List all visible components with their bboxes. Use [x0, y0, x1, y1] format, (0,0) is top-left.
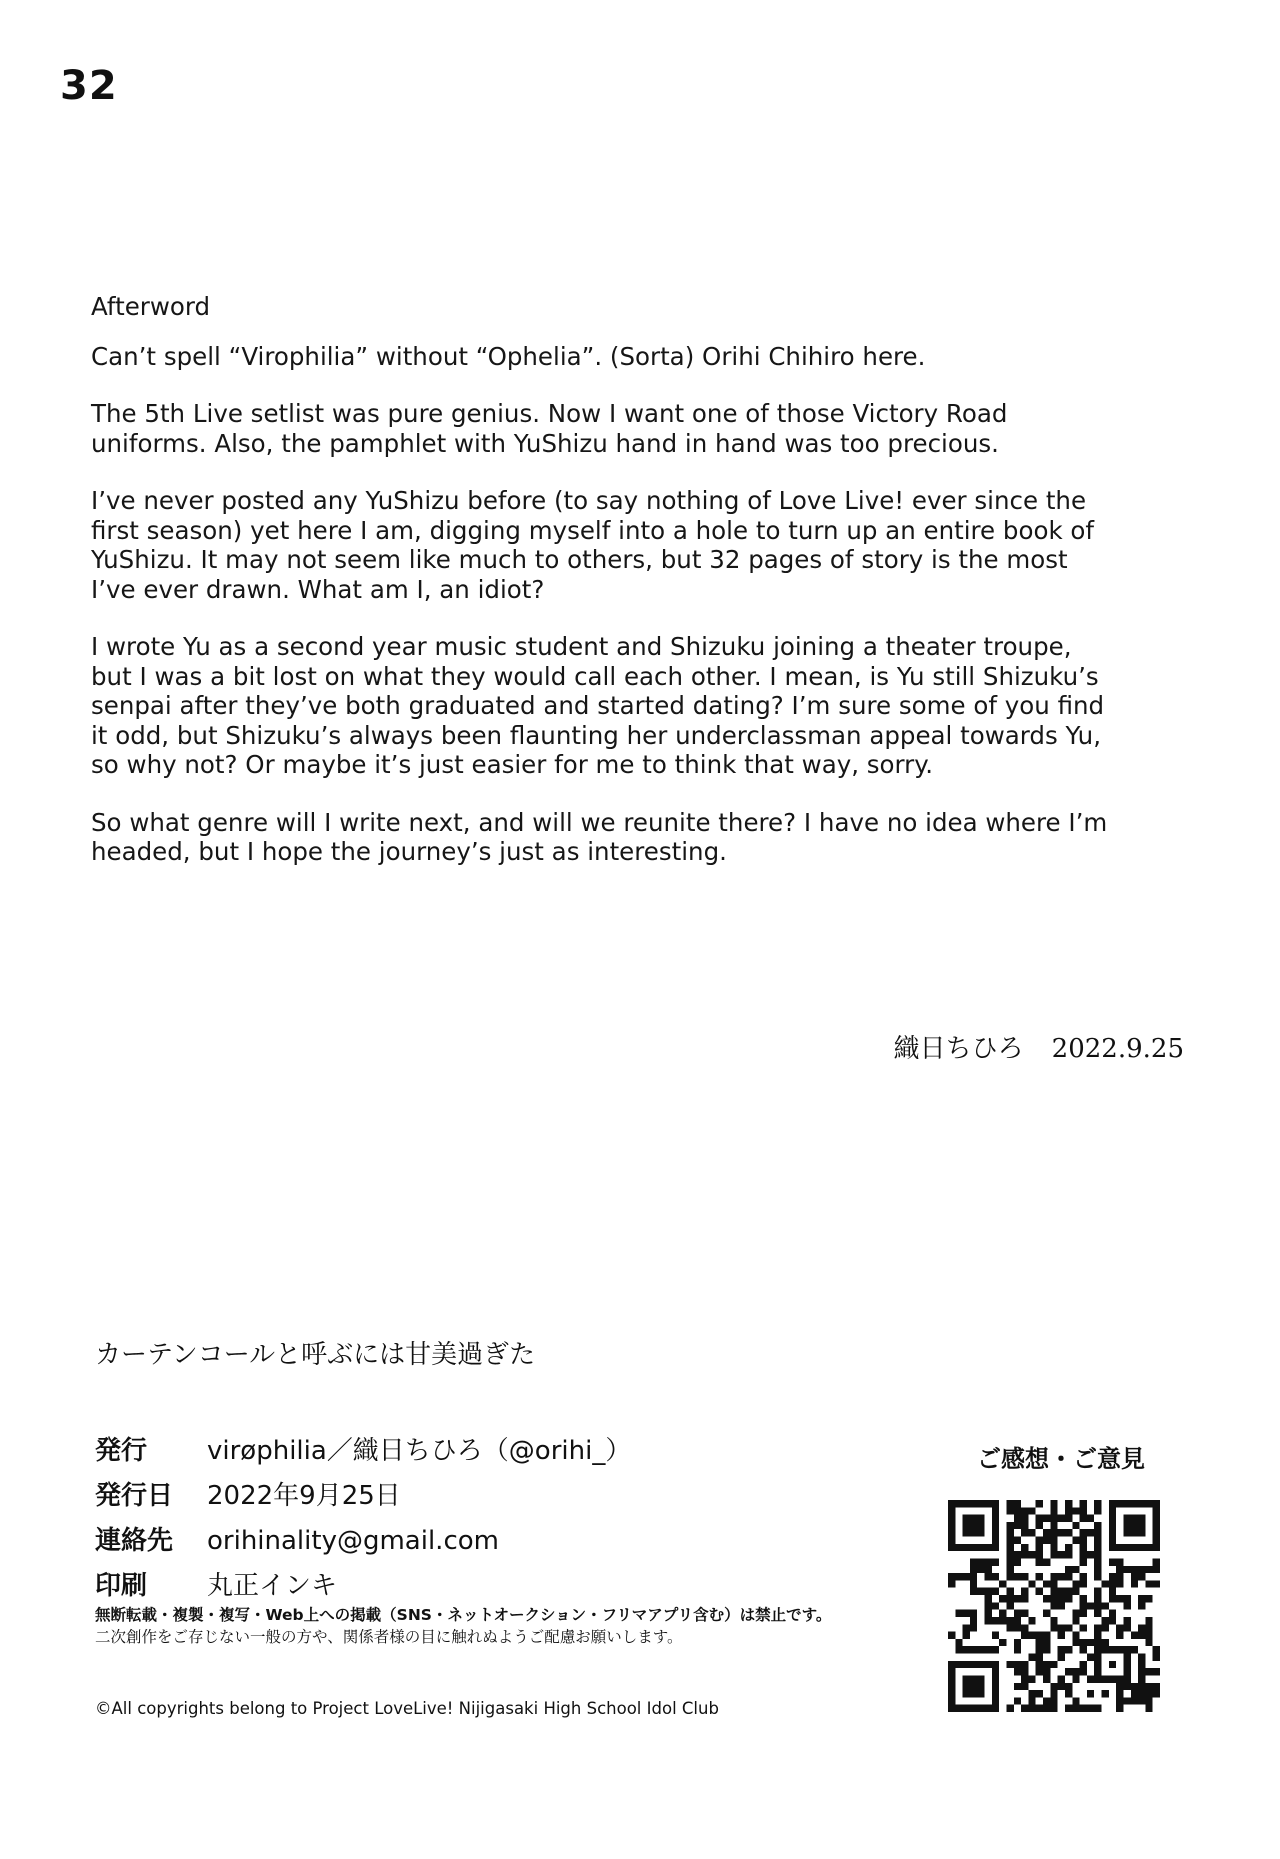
text-line: first season) yet here I am, digging myself into a hole to turn up an entire book of [91, 515, 1095, 545]
signature [894, 1036, 1184, 1062]
qr-code-icon[interactable] [948, 1500, 1160, 1712]
page-number: 32 [60, 63, 118, 109]
text-line: uniforms. Also, the pamphlet with YuShizu hand in hand was too precious. [91, 428, 999, 458]
text-line: So what genre will I write next, and will we reunite there? I have no idea where I’m [91, 807, 1108, 837]
colophon-row-publisher [95, 1430, 631, 1475]
colophon-label: 印刷 [95, 1571, 148, 1601]
qr-label: ご感想・ご意見 [977, 1445, 1145, 1473]
signature-author: 織日ちひろ [893, 1034, 1024, 1064]
colophon-label: 発行 [95, 1436, 148, 1466]
colophon-table [95, 1430, 631, 1610]
colophon-label: 連絡先 [95, 1526, 174, 1556]
text-line: I’ve ever drawn. What am I, an idiot? [91, 574, 545, 604]
text-line: it odd, but Shizuku’s always been flaunting her underclassman appeal towards Yu, [91, 720, 1101, 750]
colophon-value: virøphilia／織日ちひろ（@orihi_） [207, 1436, 632, 1466]
text-line: I wrote Yu as a second year music student and Shizuku joining a theater troupe, [91, 632, 1072, 661]
notices [95, 1604, 831, 1648]
text-line: The 5th Live setlist was pure genius. Now I want one of those Victory Road [91, 399, 1008, 428]
text-line: so why not? Or maybe it’s just easier for me to think that way, sorry. [91, 750, 934, 779]
afterword-paragraph [91, 399, 1211, 458]
afterword-paragraph [91, 342, 1211, 372]
notice-line: 二次創作をご存じない一般の方や、関係者様の目に触れぬようご配慮お願いします。 [95, 1628, 683, 1646]
text-line: senpai after they’ve both graduated and started dating? I’m sure some of you find [91, 691, 1105, 720]
afterword-paragraph [91, 486, 1211, 604]
text-line: Can’t spell “Virophilia” without “Ophelia”. (Sorta) Orihi Chihiro here. [91, 341, 926, 371]
colophon-label: 発行日 [95, 1481, 174, 1511]
text-line: YuShizu. It may not seem like much to others, but 32 pages of story is the most [91, 545, 1068, 574]
signature-date: 2022.9.25 [1051, 1034, 1184, 1064]
text-line: headed, but I hope the journey’s just as interesting. [91, 837, 727, 866]
afterword-section [91, 292, 1211, 895]
afterword-heading: Afterword [91, 292, 211, 321]
colophon-value: 丸正インキ [207, 1571, 338, 1601]
book-title: カーテンコールと呼ぶには甘美過ぎた [95, 1340, 536, 1370]
colophon-row-contact [95, 1520, 631, 1565]
colophon-row-publish-date [95, 1475, 631, 1520]
copyright-notice: ©All copyrights belong to Project LoveLive! Nijigasaki High School Idol Club [95, 1699, 719, 1718]
colophon-value: orihinality@gmail.com [207, 1526, 499, 1556]
text-line: but I was a bit lost on what they would call each other. I mean, is Yu still Shizuku’s [91, 661, 1099, 691]
colophon-value: 2022年9月25日 [207, 1481, 401, 1511]
notice-line: 無断転載・複製・複写・Web上への掲載（SNS・ネットオークション・フリマアプリ含む）は禁止です。 [95, 1606, 832, 1624]
text-line: I’ve never posted any YuShizu before (to say nothing of Love Live! ever since the [91, 486, 1087, 515]
afterword-paragraph [91, 632, 1211, 780]
afterword-paragraph [91, 808, 1211, 867]
